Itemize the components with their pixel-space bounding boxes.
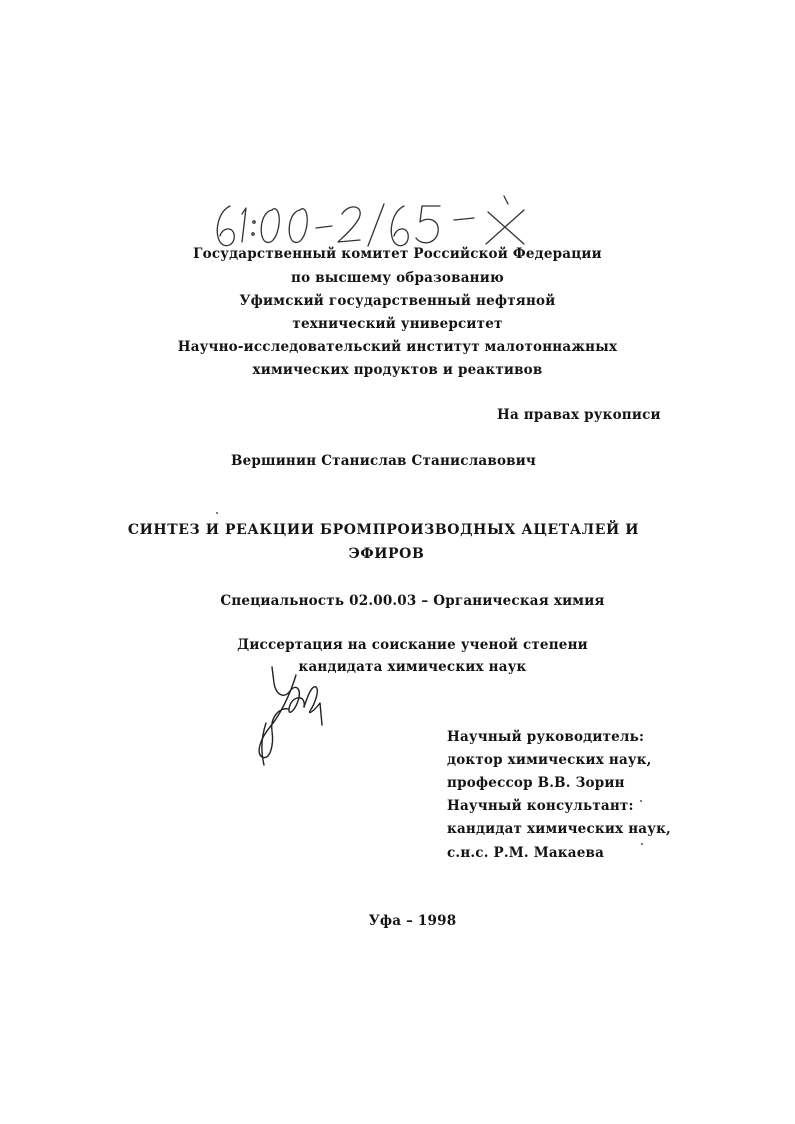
consultant-name: с.н.с. Р.М. Макаева: [447, 845, 605, 861]
city-year-line: Уфа – 1998: [368, 913, 457, 929]
author-name: Вершинин Станислав Станиславович: [230, 453, 537, 469]
supervisor-heading: Научный руководитель:: [447, 729, 645, 745]
committee-line: Государственный комитет Российской Федерации: [193, 246, 602, 262]
dissertation-title-line-1: СИНТЕЗ И РЕАКЦИИ БРОМПРОИЗВОДНЫХ АЦЕТАЛЕЙ И: [127, 522, 640, 538]
consultant-heading: Научный консультант:: [447, 798, 634, 814]
supervisor-name: профессор В.В. Зорин: [447, 775, 625, 791]
higher-education-line: по высшему образованию: [291, 270, 504, 286]
specialty-line: Специальность 02.00.03 – Органическая химия: [220, 593, 605, 609]
consultant-degree: кандидат химических наук,: [447, 821, 671, 837]
manuscript-rights-note: На правах рукописи: [497, 407, 661, 423]
degree-line-1: Диссертация на соискание ученой степени: [237, 637, 588, 653]
handwritten-archive-number: [208, 192, 548, 254]
dissertation-title-line-2: ЭФИРОВ: [348, 546, 425, 562]
scan-speck: [216, 512, 218, 514]
institute-line-2: химических продуктов и реактивов: [252, 362, 543, 378]
supervisor-degree: доктор химических наук,: [447, 752, 652, 768]
scan-speck: [641, 843, 643, 845]
university-line-2: технический университет: [292, 316, 503, 332]
university-line-1: Уфимский государственный нефтяной: [239, 293, 556, 309]
institute-line-1: Научно-исследовательский институт малотоннажных: [177, 339, 618, 355]
degree-line-2: кандидата химических наук: [298, 659, 527, 675]
scan-speck: [640, 800, 642, 802]
handwritten-signature: [250, 665, 330, 770]
